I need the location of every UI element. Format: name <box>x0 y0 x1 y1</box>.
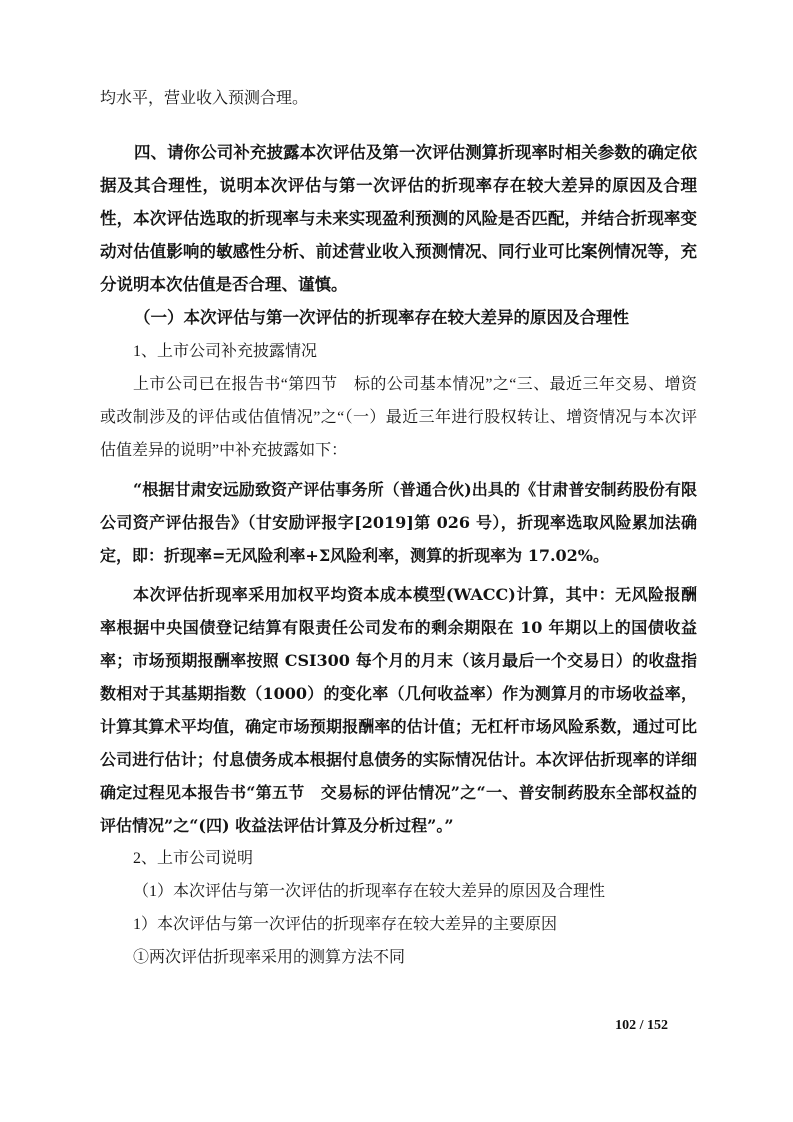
quoted-appraisal-report-paragraph: “根据甘肃安远励致资产评估事务所（普通合伙)出具的《甘肃普安制药股份有限公司资产评估报告》（甘安励评报字[2019]第 026 号），折现率选取风险累加法确定，即：折现率=无风险利率+Σ风险利率，测算的折现率为 17.02%。 <box>100 480 697 565</box>
subsection-2-explanation-heading: 2、上市公司说明 <box>133 850 254 867</box>
item-1-sub-heading: 1）本次评估与第一次评估的折现率存在较大差异的主要原因 <box>133 916 558 933</box>
paragraph-continuation: 均水平，营业收入预测合理。 <box>100 90 309 107</box>
circled-1-heading: ①两次评估折现率采用的测算方法不同 <box>133 949 406 966</box>
disclosure-intro-paragraph: 上市公司已在报告书“第四节 标的公司基本情况”之“三、最近三年交易、增资或改制涉及的评估或估值情况”之“（一）最近三年进行股权转让、增资情况与本次评估值差异的说明”中补充披露如下： <box>100 376 697 459</box>
item-1-heading: （1）本次评估与第一次评估的折现率存在较大差异的原因及合理性 <box>133 883 606 900</box>
question-four-paragraph: 四、请你公司补充披露本次评估及第一次评估测算折现率时相关参数的确定依据及其合理性，说明本次评估与第一次评估的折现率存在较大差异的原因及合理性，本次评估选取的折现率与未来实现盈利预测的风险是否匹配，并结合折现率变动对估值影响的敏感性分析、前述营业收入预测情况、同行业可比案例情况等，充分说明本次估值是否合理、谨慎。 <box>100 144 697 294</box>
quoted-wacc-method-paragraph: 本次评估折现率采用加权平均资本成本模型(WACC)计算，其中：无风险报酬率根据中央国债登记结算有限责任公司发布的剩余期限在 10 年期以上的国债收益率；市场预期报酬率按照 CSI300 每个月的月末（该月最后一个交易日）的收盘指数相对于其基期指数（1000）的变化率（几何收益率）作为测算月的市场收益率，计算其算术平均值，确定市场预期报酬率的估计值；无杠杆市场风险系数，通过可比公司进行估计；付息债务成本根据付息债务的实际情况估计。本次评估折现率的详细确定过程见本报告书“第五节 交易标的评估情况”之“一、普安制药股东全部权益的评估情况”之“(四) 收益法评估计算及分析过程”。” <box>100 585 697 835</box>
page-content <box>100 82 697 974</box>
page-number: 102 / 152 <box>615 1018 668 1033</box>
section-one-heading: （一）本次评估与第一次评估的折现率存在较大差异的原因及合理性 <box>134 309 629 327</box>
subsection-1-disclosure-heading: 1、上市公司补充披露情况 <box>133 343 318 360</box>
